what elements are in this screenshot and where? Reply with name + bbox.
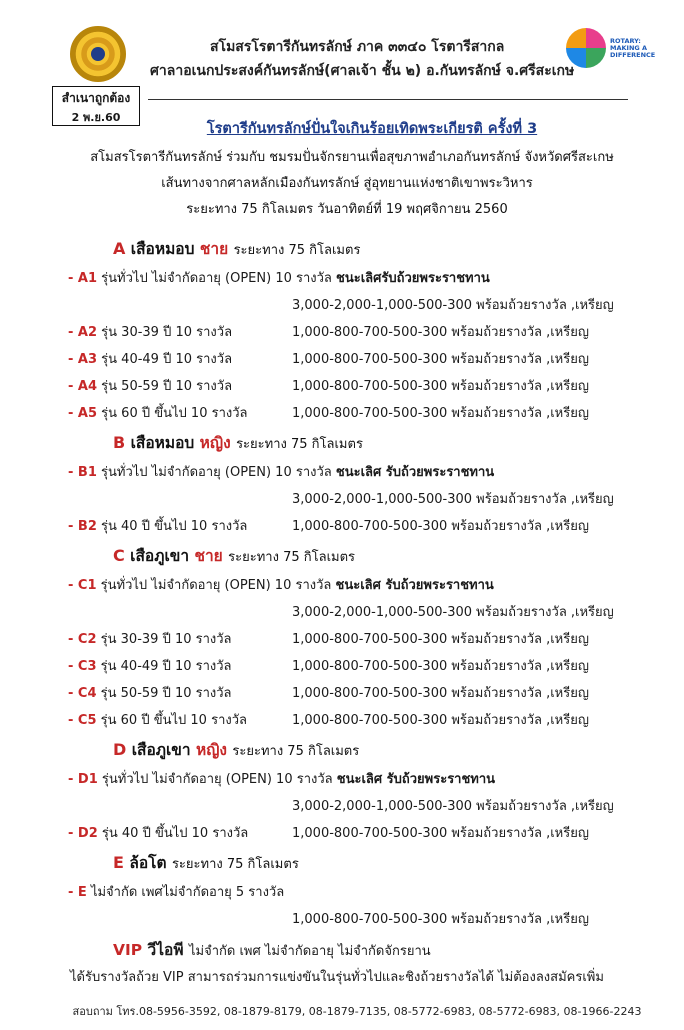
- item-prize: 3,000-2,000-1,000-500-300 พร้อมถ้วยรางวัล ,เหรียญ: [292, 799, 614, 814]
- header-address: ศาลาอเนกประสงค์กันทรลักษ์(ศาลเจ้า ชั้น ๒) อ.กันทรลักษ์ จ.ศรีสะเกษ: [150, 63, 575, 79]
- item-code: - A5: [68, 406, 98, 421]
- item-code: - D2: [68, 826, 98, 841]
- item-prize: 1,000-800-700-500-300 พร้อมถ้วยรางวัล ,เหรียญ: [292, 713, 589, 728]
- list-item: [68, 461, 494, 482]
- item-code: - E: [68, 885, 87, 900]
- category-code: E: [113, 853, 124, 872]
- item-code: - A1: [68, 271, 98, 286]
- category-heading: [113, 850, 299, 875]
- vip-note: ไม่จำกัด เพศ ไม่จำกัดอายุ ไม่จำกัดจักรยาน: [188, 944, 431, 959]
- item-code: - B1: [68, 465, 97, 480]
- event-date-distance: ระยะทาง 75 กิโลเมตร วันอาทิตย์ที่ 19 พฤศจิกายน 2560: [186, 202, 508, 217]
- category-distance: ระยะทาง 75 กิโลเมตร: [228, 550, 356, 565]
- item-prize: 1,000-800-700-500-300 พร้อมถ้วยรางวัล ,เหรียญ: [292, 406, 589, 421]
- category-distance: ระยะทาง 75 กิโลเมตร: [233, 243, 361, 258]
- list-item: [68, 375, 232, 396]
- vip-heading: [113, 937, 431, 962]
- item-text: รุ่น 60 ปี ขึ้นไป 10 รางวัล: [100, 713, 247, 728]
- item-code: - D1: [68, 772, 98, 787]
- list-item: [68, 321, 232, 342]
- item-code: - C2: [68, 632, 97, 647]
- header-club-name: สโมสรโรตารีกันทรลักษ์ ภาค ๓๓๔๐ โรตารีสากล: [210, 39, 505, 55]
- category-gender: หญิง: [195, 741, 227, 759]
- item-prize: 3,000-2,000-1,000-500-300 พร้อมถ้วยรางวัล ,เหรียญ: [292, 492, 614, 507]
- category-name: เสือภูเขา: [131, 741, 191, 759]
- category-heading: [113, 430, 363, 455]
- item-code: - C5: [68, 713, 97, 728]
- item-prize: 1,000-800-700-500-300 พร้อมถ้วยรางวัล ,เหรียญ: [292, 912, 589, 927]
- list-item: [68, 881, 284, 902]
- category-heading: [113, 737, 359, 762]
- item-award: ชนะเลิศ รับถ้วยพระราชทาน: [335, 465, 495, 480]
- list-item: [68, 655, 232, 676]
- item-prize: 1,000-800-700-500-300 พร้อมถ้วยรางวัล ,เหรียญ: [292, 686, 589, 701]
- item-prize: 1,000-800-700-500-300 พร้อมถ้วยรางวัล ,เหรียญ: [292, 379, 589, 394]
- category-name: ล้อโต: [129, 854, 167, 872]
- item-text: รุ่นทั่วไป ไม่จำกัดอายุ (OPEN) 10 รางวัล: [101, 772, 333, 787]
- item-prize: 1,000-800-700-500-300 พร้อมถ้วยรางวัล ,เหรียญ: [292, 826, 589, 841]
- item-prize: 1,000-800-700-500-300 พร้อมถ้วยรางวัล ,เหรียญ: [292, 352, 589, 367]
- item-text: รุ่นทั่วไป ไม่จำกัดอายุ (OPEN) 10 รางวัล: [101, 271, 332, 286]
- vip-name: วีไอพี: [147, 941, 184, 959]
- event-route: เส้นทางจากศาลหลักเมืองกันทรลักษ์ สู่อุทยานแห่งชาติเขาพระวิหาร: [161, 176, 533, 191]
- vip-detail: ได้รับรางวัลถ้วย VIP สามารถร่วมการแข่งขันในรุ่นทั่วไปและชิงถ้วยรางวัลได้ ไม่ต้องลงสมัครเพิ่ม: [70, 970, 604, 985]
- category-heading: [113, 236, 360, 261]
- item-text: รุ่นทั่วไป ไม่จำกัดอายุ (OPEN) 10 รางวัล: [101, 465, 332, 480]
- list-item: [68, 628, 232, 649]
- item-code: - C3: [68, 659, 97, 674]
- category-distance: ระยะทาง 75 กิโลเมตร: [236, 437, 363, 452]
- rotary-wheel-hub: [91, 47, 105, 61]
- category-code: D: [113, 740, 127, 759]
- item-text: รุ่น 40-49 ปี 10 รางวัล: [101, 352, 233, 367]
- category-code: A: [113, 239, 126, 258]
- category-gender: หญิง: [199, 434, 231, 452]
- stamp-date: 2 พ.ย.60: [71, 111, 121, 124]
- list-item: [68, 709, 247, 730]
- list-item: [68, 822, 248, 843]
- item-prize: 1,000-800-700-500-300 พร้อมถ้วยรางวัล ,เหรียญ: [292, 325, 589, 340]
- vip-code: VIP: [113, 941, 143, 959]
- category-distance: ระยะทาง 75 กิโลเมตร: [171, 857, 299, 872]
- item-prize: 1,000-800-700-500-300 พร้อมถ้วยรางวัล ,เหรียญ: [292, 519, 589, 534]
- item-text: รุ่น 50-59 ปี 10 รางวัล: [100, 686, 232, 701]
- item-code: - A4: [68, 379, 98, 394]
- item-prize: 1,000-800-700-500-300 พร้อมถ้วยรางวัล ,เหรียญ: [292, 659, 589, 674]
- list-item: [68, 515, 247, 536]
- item-prize: 1,000-800-700-500-300 พร้อมถ้วยรางวัล ,เหรียญ: [292, 632, 589, 647]
- category-distance: ระยะทาง 75 กิโลเมตร: [232, 744, 360, 759]
- category-heading: [113, 543, 355, 568]
- item-code: - A3: [68, 352, 98, 367]
- item-code: - C1: [68, 578, 97, 593]
- item-code: - A2: [68, 325, 98, 340]
- item-award: ชนะเลิศ รับถ้วยพระราชทาน: [336, 772, 496, 787]
- category-code: B: [113, 433, 126, 452]
- item-code: - B2: [68, 519, 97, 534]
- item-text: รุ่น 40 ปี ขึ้นไป 10 รางวัล: [101, 826, 249, 841]
- item-prize: 3,000-2,000-1,000-500-300 พร้อมถ้วยรางวัล ,เหรียญ: [292, 298, 614, 313]
- category-gender: ชาย: [199, 240, 229, 258]
- item-text: รุ่น 30-39 ปี 10 รางวัล: [101, 325, 233, 340]
- item-code: - C4: [68, 686, 97, 701]
- item-text: รุ่น 50-59 ปี 10 รางวัล: [101, 379, 233, 394]
- item-text: รุ่น 60 ปี ขึ้นไป 10 รางวัล: [101, 406, 248, 421]
- item-award: ชนะเลิศรับถ้วยพระราชทาน: [336, 271, 490, 286]
- list-item: [68, 267, 490, 288]
- list-item: [68, 348, 232, 369]
- category-gender: ชาย: [194, 547, 223, 565]
- list-item: [68, 402, 248, 423]
- category-name: เสือภูเขา: [130, 547, 190, 565]
- list-item: [68, 768, 495, 789]
- item-text: รุ่น 40 ปี ขึ้นไป 10 รางวัล: [101, 519, 248, 534]
- event-organizers: สโมสรโรตารีกันทรลักษ์ ร่วมกับ ชมรมปั่นจักรยานเพื่อสุขภาพอำเภอกันทรลักษ์ จังหวัดศรีสะเกษ: [90, 150, 614, 165]
- item-award: ชนะเลิศ รับถ้วยพระราชทาน: [335, 578, 494, 593]
- contact-phones: สอบถาม โทร.08-5956-3592, 08-1879-8179, 08-1879-7135, 08-5772-6983, 08-5772-6983, 08-1966-2243: [72, 1005, 642, 1018]
- event-title: โรตารีกันทรลักษ์ปั่นใจเกินร้อยเทิดพระเกียรติ ครั้งที่ 3: [206, 121, 538, 137]
- category-name: เสือหมอบ: [130, 240, 195, 258]
- list-item: [68, 682, 232, 703]
- header-divider: [148, 99, 628, 100]
- list-item: [68, 574, 494, 595]
- category-name: เสือหมอบ: [130, 434, 195, 452]
- item-text: รุ่น 30-39 ปี 10 รางวัล: [100, 632, 232, 647]
- rotary-wheel-logo: [70, 26, 126, 82]
- item-text: รุ่นทั่วไป ไม่จำกัดอายุ (OPEN) 10 รางวัล: [100, 578, 332, 593]
- item-text: ไม่จำกัด เพศไม่จำกัดอายุ 5 รางวัล: [90, 885, 285, 900]
- rotary-logo-text: ROTARY: MAKING A DIFFERENCE: [610, 37, 656, 59]
- stamp-label: สำเนาถูกต้อง: [61, 91, 131, 105]
- item-text: รุ่น 40-49 ปี 10 รางวัล: [100, 659, 232, 674]
- item-prize: 3,000-2,000-1,000-500-300 พร้อมถ้วยรางวัล ,เหรียญ: [292, 605, 614, 620]
- category-code: C: [113, 546, 125, 565]
